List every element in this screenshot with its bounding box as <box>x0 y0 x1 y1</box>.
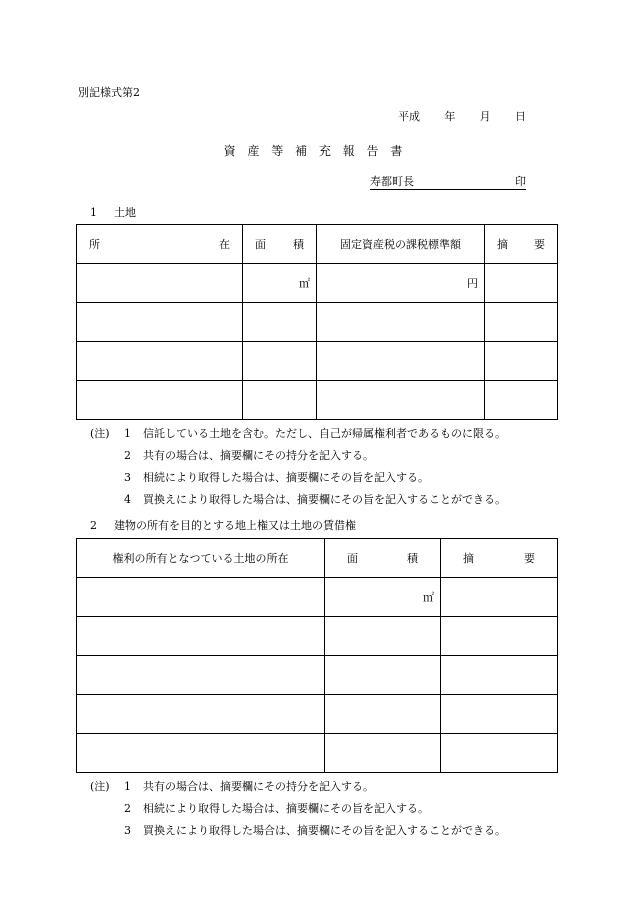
section1-number: 1 <box>90 206 97 219</box>
table-row <box>77 656 558 695</box>
table-row <box>77 303 558 342</box>
recipient-line <box>370 173 526 190</box>
header-assessed-value: 固定資産税の課税標準額 <box>317 225 485 264</box>
date-line <box>398 108 526 124</box>
table-row <box>77 617 558 656</box>
location-cell[interactable] <box>77 303 243 342</box>
remarks-cell[interactable] <box>441 617 558 656</box>
land-location-cell[interactable] <box>77 617 325 656</box>
table-row <box>77 695 558 734</box>
land-location-cell[interactable] <box>77 695 325 734</box>
land-table-header <box>77 225 558 264</box>
area-cell[interactable] <box>243 303 317 342</box>
leasehold-table <box>76 538 558 773</box>
day-label: 日 <box>514 110 526 123</box>
header-area: 面 積 <box>325 539 441 578</box>
notes-label: (注) <box>90 427 110 440</box>
table-row <box>77 734 558 773</box>
document-title: 資 産 等 補 充 報 告 書 <box>223 144 407 158</box>
leasehold-table-header <box>77 539 558 578</box>
table-row <box>77 342 558 381</box>
section2-number: 2 <box>90 519 97 532</box>
note-item: 1 共有の場合は、摘要欄にその持分を記入する。 <box>124 780 374 793</box>
notes-label: (注) <box>90 780 110 793</box>
value-cell[interactable] <box>317 303 485 342</box>
location-cell[interactable] <box>77 381 243 420</box>
remarks-cell[interactable] <box>441 656 558 695</box>
remarks-cell[interactable] <box>485 264 558 303</box>
remarks-cell[interactable] <box>441 734 558 773</box>
remarks-cell[interactable] <box>485 342 558 381</box>
header-area: 面 積 <box>243 225 317 264</box>
header-remarks: 摘 要 <box>485 225 558 264</box>
land-location-cell[interactable] <box>77 734 325 773</box>
remarks-cell[interactable] <box>485 303 558 342</box>
note-item: 4 買換えにより取得した場合は、摘要欄にその旨を記入することができる。 <box>124 493 506 506</box>
era-label: 平成 <box>398 110 420 123</box>
area-cell[interactable] <box>325 617 441 656</box>
table-row <box>77 578 558 617</box>
note-item: 2 相続により取得した場合は、摘要欄にその旨を記入する。 <box>124 802 429 815</box>
section1-title: 土地 <box>114 206 136 219</box>
location-cell[interactable] <box>77 342 243 381</box>
value-cell[interactable] <box>317 381 485 420</box>
value-cell[interactable] <box>317 342 485 381</box>
location-cell[interactable] <box>77 264 243 303</box>
section1-heading <box>90 204 136 220</box>
land-table <box>76 224 558 420</box>
note-item: 1 信託している土地を含む。ただし、自己が帰属権利者であるものに限る。 <box>124 427 506 440</box>
recipient-name: 寿都町長 <box>370 175 414 188</box>
note-item: 3 相続により取得した場合は、摘要欄にその旨を記入する。 <box>124 471 429 484</box>
header-location: 所 在 <box>77 225 243 264</box>
value-cell[interactable]: 円 <box>317 264 485 303</box>
table-row <box>77 381 558 420</box>
area-cell[interactable] <box>325 734 441 773</box>
area-cell[interactable]: ㎡ <box>243 264 317 303</box>
area-cell[interactable]: ㎡ <box>325 578 441 617</box>
land-location-cell[interactable] <box>77 656 325 695</box>
year-label: 年 <box>444 110 456 123</box>
area-cell[interactable] <box>325 695 441 734</box>
note-item: 2 共有の場合は、摘要欄にその持分を記入する。 <box>124 449 374 462</box>
table-row <box>77 264 558 303</box>
area-cell[interactable] <box>243 381 317 420</box>
remarks-cell[interactable] <box>441 578 558 617</box>
area-cell[interactable] <box>325 656 441 695</box>
header-land-location: 権利の所有となつている土地の所在 <box>77 539 325 578</box>
remarks-cell[interactable] <box>441 695 558 734</box>
land-location-cell[interactable] <box>77 578 325 617</box>
form-number: 別記様式第2 <box>78 86 140 99</box>
section2-heading <box>90 517 356 533</box>
area-cell[interactable] <box>243 342 317 381</box>
remarks-cell[interactable] <box>485 381 558 420</box>
header-remarks: 摘 要 <box>441 539 558 578</box>
seal-mark: 印 <box>515 175 526 188</box>
section2-title: 建物の所有を目的とする地上権又は土地の賃借権 <box>114 519 356 532</box>
note-item: 3 買換えにより取得した場合は、摘要欄にその旨を記入することができる。 <box>124 824 506 837</box>
month-label: 月 <box>479 110 491 123</box>
